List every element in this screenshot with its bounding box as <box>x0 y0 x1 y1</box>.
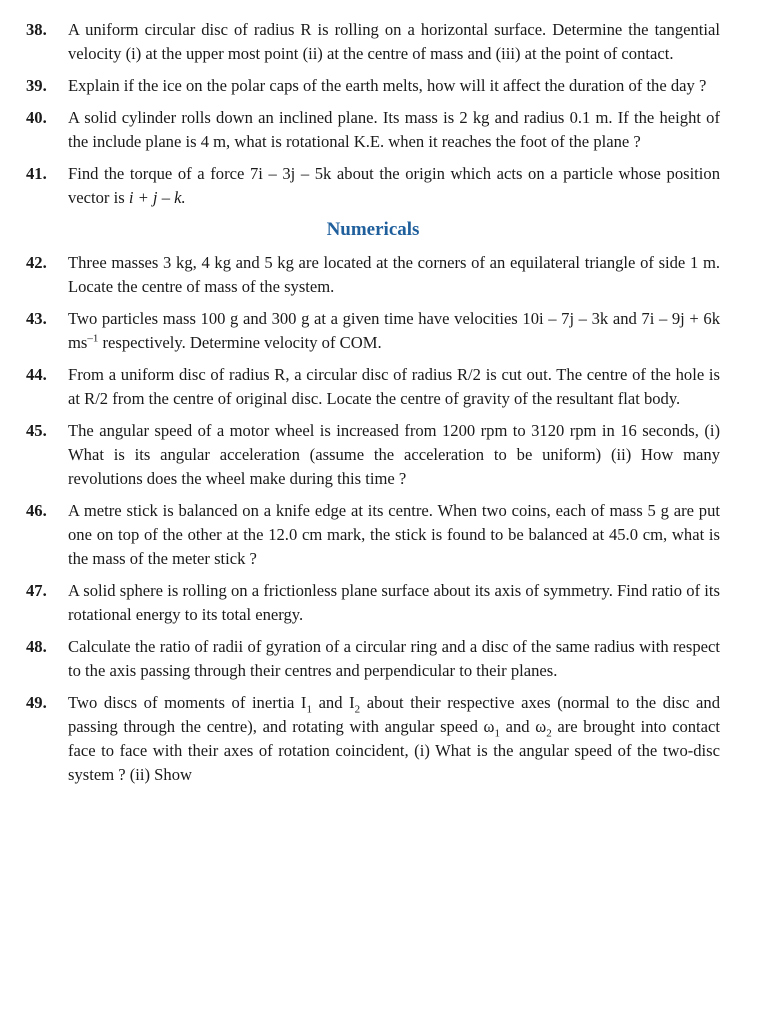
question-text: The angular speed of a motor wheel is increased from 1200 rpm to 3120 rpm in 16 seconds, (i) What is its angular acceleration (assume the acceleration to be uniform) (ii) How many revolutions does the wheel make during this time ? <box>68 421 720 488</box>
question-number: 45. <box>26 421 47 440</box>
question-49 <box>26 691 720 787</box>
question-text-part: and I <box>311 693 355 712</box>
question-38 <box>26 18 720 66</box>
question-number: 43. <box>26 309 47 328</box>
question-text: A solid sphere is rolling on a frictionless plane surface about its axis of symmetry. Find ratio of its rotational energy to its total energy. <box>68 581 720 624</box>
question-text <box>68 307 720 355</box>
question-number: 48. <box>26 637 47 656</box>
question-number: 49. <box>26 693 47 712</box>
question-text-part: respectively. Determine velocity of COM. <box>98 333 382 352</box>
subscript: 1 <box>494 727 500 740</box>
subscript: 2 <box>546 727 552 740</box>
question-text-part: are brought into contact face to face with their axes of rotation coincident, (i) What is the angular speed of the two-disc system ? (ii) Show <box>68 717 720 784</box>
question-text <box>68 162 720 210</box>
question-47 <box>26 579 720 627</box>
question-45 <box>26 419 720 491</box>
question-number: 40. <box>26 108 47 127</box>
question-text: Calculate the ratio of radii of gyration of a circular ring and a disc of the same radius with respect to the axis passing through their centres and perpendicular to their planes. <box>68 637 720 680</box>
question-46 <box>26 499 720 571</box>
question-text-part: and ω <box>499 717 547 736</box>
question-text-part: Find the torque of a force 7i – 3j – 5k about the origin which acts on a particle whose position vector is <box>68 164 720 207</box>
question-text-part: about their respective axes (normal to the disc and passing through the centre), and rotating with angular speed ω <box>68 693 721 736</box>
question-text: Explain if the ice on the polar caps of the earth melts, how will it affect the duration of the day ? <box>68 76 707 95</box>
subscript: 2 <box>354 703 361 716</box>
question-text-part: Two discs of moments of inertia I <box>68 693 307 712</box>
question-39 <box>26 74 720 98</box>
subscript: 1 <box>306 703 312 716</box>
question-40 <box>26 106 720 154</box>
section-heading: Numericals <box>326 219 420 240</box>
unit-exponent: –1 <box>87 332 99 345</box>
question-text: A solid cylinder rolls down an inclined plane. Its mass is 2 kg and radius 0.1 m. If the height of the include plane is 4 m, what is rotational K.E. when it reaches the foot of the plane ? <box>68 108 720 151</box>
question-number: 46. <box>26 501 47 520</box>
question-number: 39. <box>26 76 47 95</box>
question-41 <box>26 162 720 210</box>
question-number: 38. <box>26 20 47 39</box>
question-48 <box>26 635 720 683</box>
question-number: 41. <box>26 164 47 183</box>
question-43 <box>26 307 720 355</box>
question-number: 47. <box>26 581 47 600</box>
question-text: From a uniform disc of radius R, a circular disc of radius R/2 is cut out. The centre of the hole is at R/2 from the centre of original disc. Locate the centre of gravity of the resultant flat body. <box>68 365 720 408</box>
question-number: 44. <box>26 365 47 384</box>
position-vector: i + j – k. <box>128 188 186 207</box>
question-text: A uniform circular disc of radius R is rolling on a horizontal surface. Determine the tangential velocity (i) at the upper most point (ii) at the centre of mass and (iii) at the point of contact. <box>68 20 720 63</box>
question-number: 42. <box>26 253 47 272</box>
question-text-part: Two particles mass 100 g and 300 g at a given time have velocities 10i – 7j – 3k and 7i – 9j + 6k ms <box>68 309 720 352</box>
question-text <box>68 691 720 787</box>
question-text: A metre stick is balanced on a knife edge at its centre. When two coins, each of mass 5 g are put one on top of the other at the 12.0 cm mark, the stick is found to be balanced at 45.0 cm, what is the mass of the meter stick ? <box>68 501 720 568</box>
question-text: Three masses 3 kg, 4 kg and 5 kg are located at the corners of an equilateral triangle of side 1 m. Locate the centre of mass of the system. <box>68 253 720 296</box>
question-42 <box>26 251 720 299</box>
question-44 <box>26 363 720 411</box>
